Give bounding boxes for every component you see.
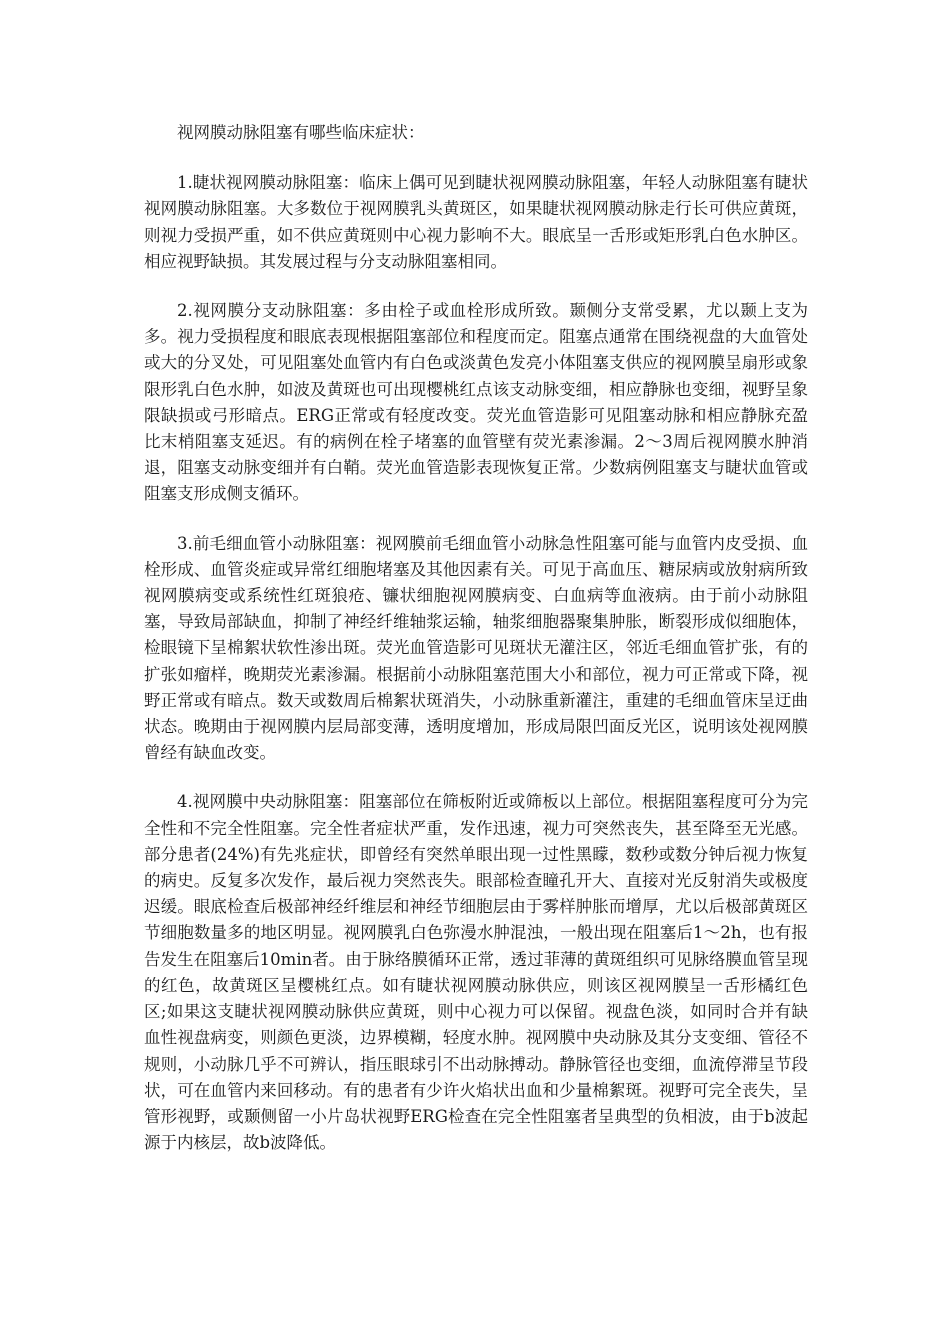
paragraph-central-artery-occlusion: 4.视网膜中央动脉阻塞：阻塞部位在筛板附近或筛板以上部位。根据阻塞程度可分为完全性和不完全性阻塞。完全性者症状严重，发作迅速，视力可突然丧失，甚至降至无光感。部分患者(24%)有先兆症状，即曾经有突然单眼出现一过性黑矇，数秒或数分钟后视力恢复的病史。反复多次发作，最后视力突然丧失。眼部检查瞳孔开大、直接对光反射消失或极度迟缓。眼底检查后极部神经纤维层和神经节细胞层由于雾样肿胀而增厚，尤以后极部黄斑区节细胞数量多的地区明显。视网膜乳白色弥漫水肿混浊，一般出现在阻塞后1～2h，也有报告发生在阻塞后10min者。由于脉络膜循环正常，透过菲薄的黄斑组织可见脉络膜血管呈现的红色，故黄斑区呈樱桃红点。如有睫状视网膜动脉供应，则该区视网膜呈一舌形橘红色区;如果这支睫状视网膜动脉供应黄斑，则中心视力可以保留。视盘色淡，如同时合并有缺血性视盘病变，则颜色更淡，边界模糊，轻度水肿。视网膜中央动脉及其分支变细、管径不规则，小动脉几乎不可辨认，指压眼球引不出动脉搏动。静脉管径也变细，血流停滞呈节段状，可在血管内来回移动。有的患者有少许火焰状出血和少量棉絮斑。视野可完全丧失，呈管形视野，或颞侧留一小片岛状视野ERG检查在完全性阻塞者呈典型的负相波，由于b波起源于内核层，故b波降低。	[144, 792, 808, 1153]
paragraph-branch-artery-occlusion: 2.视网膜分支动脉阻塞：多由栓子或血栓形成所致。颞侧分支常受累，尤以颞上支为多。视力受损程度和眼底表现根据阻塞部位和程度而定。阻塞点通常在围绕视盘的大血管处或大的分叉处，可见阻塞处血管内有白色或淡黄色发亮小体阻塞支供应的视网膜呈扇形或象限形乳白色水肿，如波及黄斑也可出现樱桃红点该支动脉变细，相应静脉也变细，视野呈象限缺损或弓形暗点。ERG正常或有轻度改变。荧光血管造影可见阻塞动脉和相应静脉充盈比末梢阻塞支延迟。有的病例在栓子堵塞的血管壁有荧光素渗漏。2～3周后视网膜水肿消退，阻塞支动脉变细并有白鞘。荧光血管造影表现恢复正常。少数病例阻塞支与睫状血管或阻塞支形成侧支循环。	[144, 301, 808, 504]
document-page	[144, 120, 808, 1179]
paragraph-precapillary-arteriole-occlusion: 3.前毛细血管小动脉阻塞：视网膜前毛细血管小动脉急性阻塞可能与血管内皮受损、血栓形成、血管炎症或异常红细胞堵塞及其他因素有关。可见于高血压、糖尿病或放射病所致视网膜病变或系统性红斑狼疮、镰状细胞视网膜病变、白血病等血液病。由于前小动脉阻塞，导致局部缺血，抑制了神经纤维轴浆运输，轴浆细胞器聚集肿胀，断裂形成似细胞体，检眼镜下呈棉絮状软性渗出斑。荧光血管造影可见斑状无灌注区，邻近毛细血管扩张，有的扩张如瘤样，晚期荧光素渗漏。根据前小动脉阻塞范围大小和部位，视力可正常或下降，视野正常或有暗点。数天或数周后棉絮状斑消失，小动脉重新灌注，重建的毛细血管床呈迂曲状态。晚期由于视网膜内层局部变薄，透明度增加，形成局限凹面反光区，说明该处视网膜曾经有缺血改变。	[144, 533, 808, 763]
paragraph-ciliary-artery-occlusion: 1.睫状视网膜动脉阻塞：临床上偶可见到睫状视网膜动脉阻塞，年轻人动脉阻塞有睫状视网膜动脉阻塞。大多数位于视网膜乳头黄斑区，如果睫状视网膜动脉走行长可供应黄斑，则视力受损严重，如不供应黄斑则中心视力影响不大。眼底呈一舌形或矩形乳白色水肿区。相应视野缺损。其发展过程与分支动脉阻塞相同。	[144, 173, 808, 271]
document-title: 视网膜动脉阻塞有哪些临床症状：	[177, 123, 425, 142]
